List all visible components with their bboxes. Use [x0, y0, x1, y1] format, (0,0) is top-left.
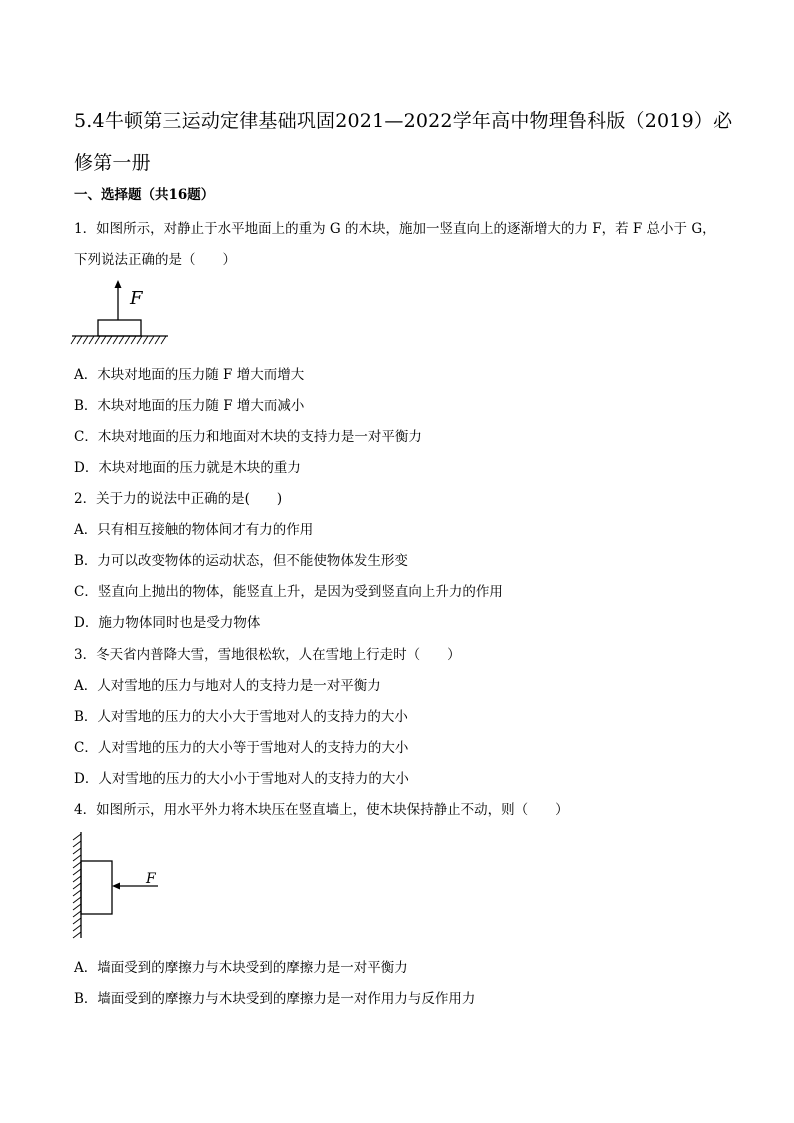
q2-option-b: B．力可以改变物体的运动状态，但不能使物体发生形变: [74, 553, 408, 569]
q2-option-c: C．竖直向上抛出的物体，能竖直上升，是因为受到竖直向上升力的作用: [74, 584, 503, 600]
q3-option-d: D．人对雪地的压力的大小小于雪地对人的支持力的大小: [74, 771, 409, 787]
q1-option-c: C．木块对地面的压力和地面对木块的支持力是一对平衡力: [74, 429, 422, 445]
q1-stem-line2: 下列说法正确的是（ ）: [74, 252, 236, 268]
q1-force-label: F: [130, 288, 143, 309]
q3-option-c: C．人对雪地的压力的大小等于雪地对人的支持力的大小: [74, 740, 409, 756]
q4-force-arrowhead: [112, 883, 120, 890]
q1-option-a: A．木块对地面的压力随 F 增大而增大: [74, 367, 305, 383]
q1-ground-hatching: [71, 336, 166, 344]
q4-block-against-wall-diagram: [70, 830, 170, 942]
q1-wooden-block: [98, 320, 141, 336]
section-heading: 一、选择题（共16题）: [74, 187, 215, 203]
q1-force-arrowhead: [115, 280, 122, 288]
q3-option-b: B．人对雪地的压力的大小大于雪地对人的支持力的大小: [74, 709, 408, 725]
q1-option-d: D．木块对地面的压力就是木块的重力: [74, 460, 301, 476]
q3-stem: 3．冬天省内普降大雪，雪地很松软，人在雪地上行走时（ ）: [74, 647, 461, 663]
document-title: 5.4牛顿第三运动定律基础巩固2021—2022学年高中物理鲁科版（2019）必修第一册: [74, 110, 733, 174]
q4-wooden-block: [81, 861, 112, 914]
q2-option-d: D．施力物体同时也是受力物体: [74, 615, 261, 631]
q4-force-label: F: [146, 871, 156, 887]
q4-option-a: A．墙面受到的摩擦力与木块受到的摩擦力是一对平衡力: [74, 960, 408, 976]
q1-option-b: B．木块对地面的压力随 F 增大而减小: [74, 398, 305, 414]
q2-option-a: A．只有相互接触的物体间才有力的作用: [74, 522, 314, 538]
q2-stem: 2．关于力的说法中正确的是( ): [74, 491, 283, 507]
q1-stem-line1: 1．如图所示，对静止于水平地面上的重为 G 的木块，施加一竖直向上的逐渐增大的力 F，若 F 总小于 G，: [74, 221, 716, 237]
q1-block-on-ground-diagram: [70, 278, 174, 348]
q4-wall-hatching: [73, 834, 81, 938]
q4-option-b: B．墙面受到的摩擦力与木块受到的摩擦力是一对作用力与反作用力: [74, 991, 476, 1007]
q3-option-a: A．人对雪地的压力与地对人的支持力是一对平衡力: [74, 678, 381, 694]
q4-stem: 4．如图所示，用水平外力将木块压在竖直墙上，使木块保持静止不动，则（ ）: [74, 802, 569, 818]
